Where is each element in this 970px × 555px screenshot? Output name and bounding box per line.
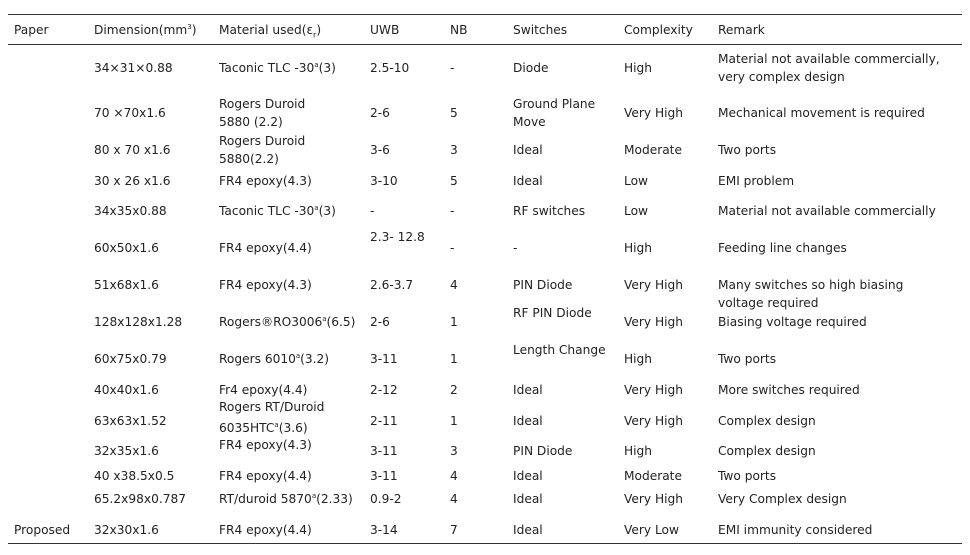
cell-remark: Two ports: [718, 352, 777, 366]
cell-dimension: 40 x38.5x0.5: [94, 469, 175, 483]
cell-complexity: Moderate: [624, 143, 682, 157]
header-complexity: Complexity: [624, 23, 693, 37]
cell-switches: Ideal: [513, 174, 543, 188]
header-dimension: $Dimension(mm^3)$: [94, 22, 197, 37]
cell-nb: 4: [450, 492, 458, 506]
cell-switches: Ideal: [513, 383, 543, 397]
cell-nb: 5: [450, 174, 458, 188]
cell-material: FR4 epoxy(4.4): [219, 523, 312, 537]
cell-material: FR4 epoxy(4.3): [219, 174, 312, 188]
cell-switches: Ideal: [513, 469, 543, 483]
cell-uwb: 2.5-10: [370, 61, 410, 75]
cell-remark: Complex design: [718, 414, 816, 428]
cell-material: FR4 epoxy(4.3): [219, 278, 312, 292]
cell-material: FR4 epoxy(4.3): [219, 438, 312, 452]
material-line-2: 6035HTC$^a$(3.6): [219, 420, 308, 435]
cell-uwb: 2-6: [370, 106, 390, 120]
cell-switches: Ideal: [513, 414, 543, 428]
cell-nb: -: [450, 204, 455, 218]
cell-nb: 3: [450, 444, 458, 458]
table-header-rule: [8, 44, 962, 45]
cell-nb: -: [450, 61, 455, 75]
header-remark: Remark: [718, 23, 765, 37]
cell-material: Taconic TLC -30$^a$(3): [219, 60, 336, 75]
cell-uwb: -: [370, 204, 375, 218]
cell-dimension: 63x63x1.52: [94, 414, 167, 428]
cell-complexity: High: [624, 241, 653, 255]
cell-remark: Feeding line changes: [718, 241, 847, 255]
cell-complexity: Low: [624, 174, 648, 188]
header-switches: Switches: [513, 23, 568, 37]
cell-remark: Mechanical movement is required: [718, 106, 925, 120]
cell-remark: Many switches so high biasing voltage required: [718, 278, 904, 310]
cell-nb: 7: [450, 523, 458, 537]
cell-nb: -: [450, 241, 455, 255]
cell-complexity: Very High: [624, 278, 683, 292]
cell-uwb: 2-11: [370, 414, 398, 428]
table-top-rule: [8, 14, 962, 15]
cell-uwb: 3-11: [370, 469, 398, 483]
cell-dimension: 80 x 70 x1.6: [94, 143, 171, 157]
cell-material: Rogers 6010$^a$(3.2): [219, 351, 330, 366]
cell-nb: 5: [450, 106, 458, 120]
cell-remark: More switches required: [718, 383, 860, 397]
header-nb: NB: [450, 23, 468, 37]
cell-remark: Biasing voltage required: [718, 315, 867, 329]
cell-complexity: Moderate: [624, 469, 682, 483]
cell-nb: 1: [450, 414, 458, 428]
cell-complexity: Low: [624, 204, 648, 218]
cell-switches: Ideal: [513, 143, 543, 157]
cell-uwb: 2.3- 12.8: [370, 230, 425, 244]
cell-switches: RF switches: [513, 204, 586, 218]
cell-switches: -: [513, 241, 518, 255]
cell-dimension: 34×31×0.88: [94, 61, 173, 75]
cell-uwb: 3-11: [370, 444, 398, 458]
cell-remark: Material not available commercially: [718, 204, 936, 218]
cell-uwb: 3-6: [370, 143, 390, 157]
table-bottom-rule: [8, 543, 962, 544]
cell-switches: Length Change: [513, 343, 606, 357]
cell-nb: 1: [450, 315, 458, 329]
cell-uwb: 0.9-2: [370, 492, 402, 506]
cell-dimension: 40x40x1.6: [94, 383, 159, 397]
cell-material: FR4 epoxy(4.4): [219, 469, 312, 483]
cell-material: FR4 epoxy(4.4): [219, 241, 312, 255]
material-line-1: Rogers RT/Duroid: [219, 400, 325, 414]
cell-dimension: 60x50x1.6: [94, 241, 159, 255]
cell-material: Rogers Duroid 5880(2.2): [219, 134, 306, 166]
cell-paper: Proposed: [14, 523, 71, 537]
cell-remark: Two ports: [718, 143, 777, 157]
cell-complexity: Very Low: [624, 523, 679, 537]
cell-switches: PIN Diode: [513, 444, 573, 458]
cell-dimension: 34x35x0.88: [94, 204, 167, 218]
cell-material: RT/duroid 5870$^a$(2.33): [219, 491, 353, 506]
cell-switches: Ideal: [513, 523, 543, 537]
cell-material: Taconic TLC -30$^a$(3): [219, 203, 336, 218]
cell-uwb: 3-11: [370, 352, 398, 366]
cell-uwb: 3-14: [370, 523, 398, 537]
cell-switches: PIN Diode: [513, 278, 573, 292]
cell-remark: Two ports: [718, 469, 777, 483]
cell-dimension: 70 ×70x1.6: [94, 106, 166, 120]
header-paper: Paper: [14, 23, 49, 37]
cell-complexity: Very High: [624, 106, 683, 120]
cell-complexity: High: [624, 352, 653, 366]
cell-switches: RF PIN Diode: [513, 306, 592, 320]
cell-material: [219, 397, 324, 439]
cell-nb: 4: [450, 469, 458, 483]
header-uwb: UWB: [370, 23, 400, 37]
cell-material: Fr4 epoxy(4.4): [219, 383, 308, 397]
cell-dimension: 60x75x0.79: [94, 352, 167, 366]
cell-remark: EMI immunity considered: [718, 523, 873, 537]
cell-remark: Very Complex design: [718, 492, 847, 506]
cell-uwb: 2-6: [370, 315, 390, 329]
cell-nb: 2: [450, 383, 458, 397]
cell-uwb: 2.6-3.7: [370, 278, 414, 292]
cell-material: Rogers Duroid 5880 (2.2): [219, 97, 306, 129]
cell-nb: 3: [450, 143, 458, 157]
cell-switches: Ground Plane Move: [513, 97, 596, 129]
cell-dimension: 32x35x1.6: [94, 444, 159, 458]
cell-dimension: 30 x 26 x1.6: [94, 174, 171, 188]
cell-complexity: High: [624, 444, 653, 458]
cell-switches: Diode: [513, 61, 549, 75]
cell-remark: EMI problem: [718, 174, 795, 188]
cell-uwb: 2-12: [370, 383, 398, 397]
cell-uwb: 3-10: [370, 174, 398, 188]
cell-complexity: High: [624, 61, 653, 75]
cell-complexity: Very High: [624, 492, 683, 506]
cell-remark: Material not available commercially, very complex design: [718, 52, 940, 84]
comparison-table: [8, 14, 962, 544]
cell-dimension: 32x30x1.6: [94, 523, 159, 537]
cell-complexity: Very High: [624, 315, 683, 329]
cell-complexity: Very High: [624, 414, 683, 428]
cell-switches: Ideal: [513, 492, 543, 506]
cell-dimension: 65.2x98x0.787: [94, 492, 186, 506]
cell-complexity: Very High: [624, 383, 683, 397]
cell-dimension: 51x68x1.6: [94, 278, 159, 292]
header-material: Material $used(\varepsilon_r)$: [219, 23, 322, 40]
cell-nb: 4: [450, 278, 458, 292]
cell-nb: 1: [450, 352, 458, 366]
cell-remark: Complex design: [718, 444, 816, 458]
cell-material: Rogers®RO3006$^a$(6.5): [219, 314, 356, 329]
cell-dimension: 128x128x1.28: [94, 315, 183, 329]
